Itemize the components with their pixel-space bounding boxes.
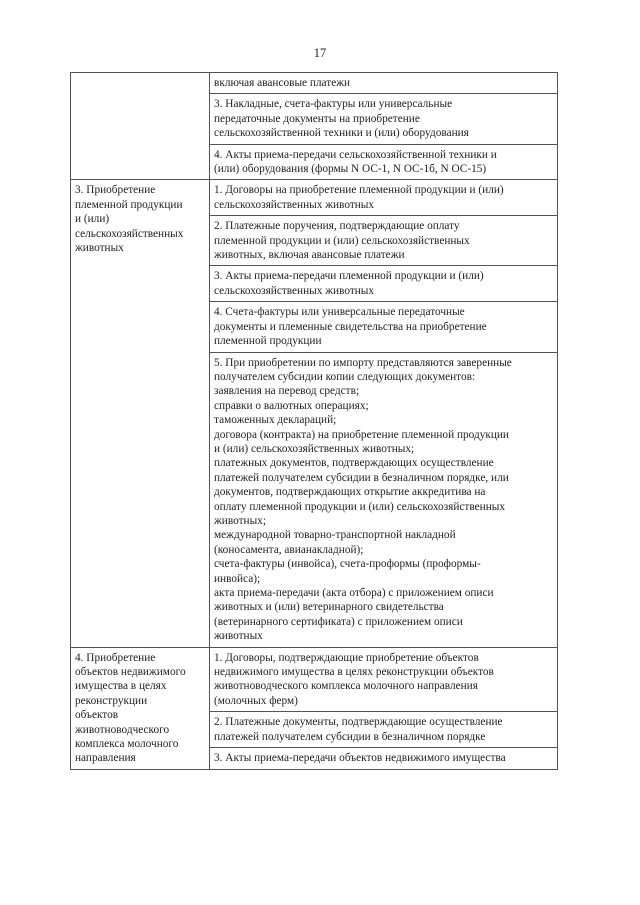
document-cell	[210, 266, 558, 302]
document-line: 3. Акты приема-передачи племенной продукции и (или)	[214, 270, 484, 283]
category-line: имущества в целях	[75, 680, 167, 693]
document-line: 3. Акты приема-передачи объектов недвижимого имущества	[214, 752, 506, 765]
document-line: 4. Счета-фактуры или универсальные передаточные	[214, 306, 465, 319]
document-line: 2. Платежные поручения, подтверждающие оплату	[214, 220, 460, 233]
document-line: сельскохозяйственных животных	[214, 284, 375, 297]
document-line: таможенных деклараций;	[214, 414, 337, 427]
document-line: животных	[214, 630, 263, 643]
category-line: племенной продукции	[75, 198, 183, 211]
document-line: животных, включая авансовые платежи	[214, 249, 405, 262]
table-row	[71, 180, 558, 216]
document-line: оплату племенной продукции и (или) сельскохозяйственных	[214, 500, 505, 513]
document-line: племенной продукции	[214, 335, 322, 348]
document-line: платежей получателем субсидии в безналичном порядке, или	[214, 471, 509, 484]
document-cell	[210, 144, 558, 180]
document-cell	[210, 302, 558, 352]
document-line: справки о валютных операциях;	[214, 399, 369, 412]
document-line: платежных документов, подтверждающих осуществление	[214, 457, 494, 470]
document-line: платежей получателем субсидии в безналичном порядке	[214, 730, 486, 743]
category-line: направления	[75, 752, 136, 765]
category-cell	[71, 647, 210, 769]
category-cell	[71, 73, 210, 180]
document-line: получателем субсидии копии следующих документов:	[214, 370, 476, 383]
document-line: недвижимого имущества в целях реконструкции объектов	[214, 666, 494, 679]
document-line: животных;	[214, 514, 266, 527]
document-cell	[210, 352, 558, 647]
document-line: 2. Платежные документы, подтверждающие осуществление	[214, 716, 503, 729]
document-line: 1. Договоры на приобретение племенной продукции и (или)	[214, 184, 504, 197]
document-line: счета-фактуры (инвойса), счета-проформы (проформы-	[214, 558, 481, 571]
document-line: договора (контракта) на приобретение племенной продукции	[214, 428, 509, 441]
document-cell	[210, 180, 558, 216]
category-line: и (или)	[75, 213, 110, 226]
document-cell	[210, 73, 558, 94]
document-line: заявления на перевод средств;	[214, 385, 360, 398]
document-cell	[210, 712, 558, 748]
table-row	[71, 73, 558, 94]
document-line: акта приема-передачи (акта отбора) с приложением описи	[214, 587, 494, 599]
document-cell	[210, 94, 558, 144]
page-number: 17	[313, 46, 327, 60]
document-line: документов, подтверждающих открытие аккредитива на	[214, 486, 486, 499]
document-line: включая авансовые платежи	[214, 77, 351, 89]
document-line: сельскохозяйственной техники и (или) оборудования	[214, 127, 469, 140]
category-line: животных	[75, 242, 124, 255]
document-line: 1. Договоры, подтверждающие приобретение объектов	[214, 651, 479, 664]
document-line: сельскохозяйственных животных	[214, 198, 375, 211]
document-line: и (или) сельскохозяйственных животных;	[214, 442, 415, 455]
document-line: (молочных ферм)	[214, 694, 298, 707]
category-line: реконструкции	[75, 694, 148, 707]
document-line: документы и племенные свидетельства на приобретение	[214, 320, 487, 333]
category-line: объектов недвижимого	[75, 666, 186, 679]
category-line: животноводческого	[75, 723, 170, 736]
document-line: животных и (или) ветеринарного свидетельства	[214, 601, 444, 614]
document-cell	[210, 748, 558, 770]
documents-table	[70, 72, 558, 770]
category-line: объектов	[75, 709, 119, 722]
document-line: 5. При приобретении по импорту представляются заверенные	[214, 356, 512, 369]
document-cell	[210, 647, 558, 712]
document-line: животноводческого комплекса молочного направления	[214, 680, 478, 693]
document-line: 3. Накладные, счета-фактуры или универсальные	[214, 98, 453, 111]
document-line: племенной продукции и (или) сельскохозяйственных	[214, 234, 470, 247]
document-line: (или) оборудования (формы N ОС-1, N ОС-1б, N ОС-15)	[214, 163, 487, 176]
document-line: 4. Акты приема-передачи сельскохозяйственной техники и	[214, 148, 497, 161]
category-line: 3. Приобретение	[75, 184, 156, 197]
document-line: (ветеринарного сертификата) с приложением описи	[214, 615, 463, 628]
document-line: международной товарно-транспортной накладной	[214, 529, 456, 542]
document-line: (коносамента, авианакладной);	[214, 543, 364, 556]
category-line: комплекса молочного	[75, 738, 179, 751]
table-row	[71, 647, 558, 712]
document-line: передаточные документы на приобретение	[214, 112, 420, 125]
category-cell	[71, 180, 210, 647]
document-line: инвойса);	[214, 572, 261, 585]
category-line: сельскохозяйственных	[75, 227, 184, 240]
category-line: 4. Приобретение	[75, 651, 156, 664]
document-cell	[210, 216, 558, 266]
